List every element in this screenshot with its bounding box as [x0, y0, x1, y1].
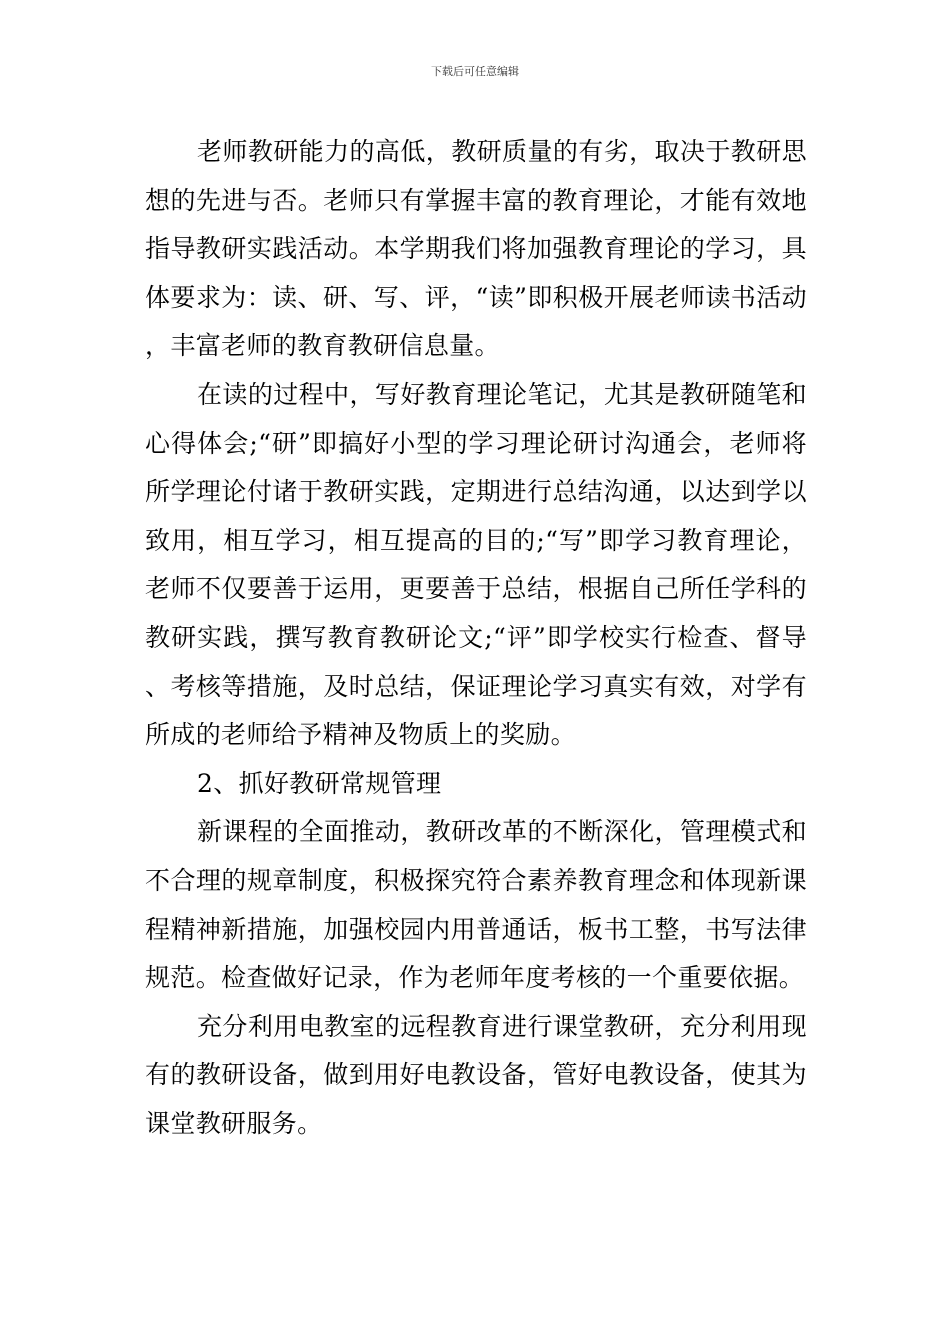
page-header: 下载后可任意编辑	[431, 65, 519, 78]
paragraph-audio-visual-room: 充分利用电教室的远程教育进行课堂教研，充分利用现有的教研设备，做到用好电教设备，管好电教设备，使其为课堂教研服务。	[145, 1011, 807, 1138]
document-body	[145, 128, 807, 1148]
paragraph-teacher-research-ability: 老师教研能力的高低，教研质量的有劣，取决于教研思想的先进与否。老师只有掌握丰富的教育理论，才能有效地指导教研实践活动。本学期我们将加强教育理论的学习，具体要求为：读、研、写、评，“读”即积极开展老师读书活动，丰富老师的教育教研信息量。	[145, 137, 807, 361]
paragraph-reading-process: 在读的过程中，写好教育理论笔记，尤其是教研随笔和心得体会;“研”即搞好小型的学习理论研讨沟通会，老师将所学理论付诸于教研实践，定期进行总结沟通，以达到学以致用，相互学习，相互提高的目的;“写”即学习教育理论，老师不仅要善于运用，更要善于总结，根据自己所任学科的教研实践，撰写教育教研论文;“评”即学校实行检查、督导、考核等措施，及时总结，保证理论学习真实有效，对学有所成的老师给予精神及物质上的奖励。	[145, 379, 807, 750]
section-heading-routine-management: 2、抓好教研常规管理	[197, 768, 442, 798]
paragraph-new-curriculum: 新课程的全面推动，教研改革的不断深化，管理模式和不合理的规章制度，积极探究符合素养教育理念和体现新课程精神新措施，加强校园内用普通话，板书工整，书写法律规范。检查做好记录，作为老师年度考核的一个重要依据。	[145, 817, 807, 993]
